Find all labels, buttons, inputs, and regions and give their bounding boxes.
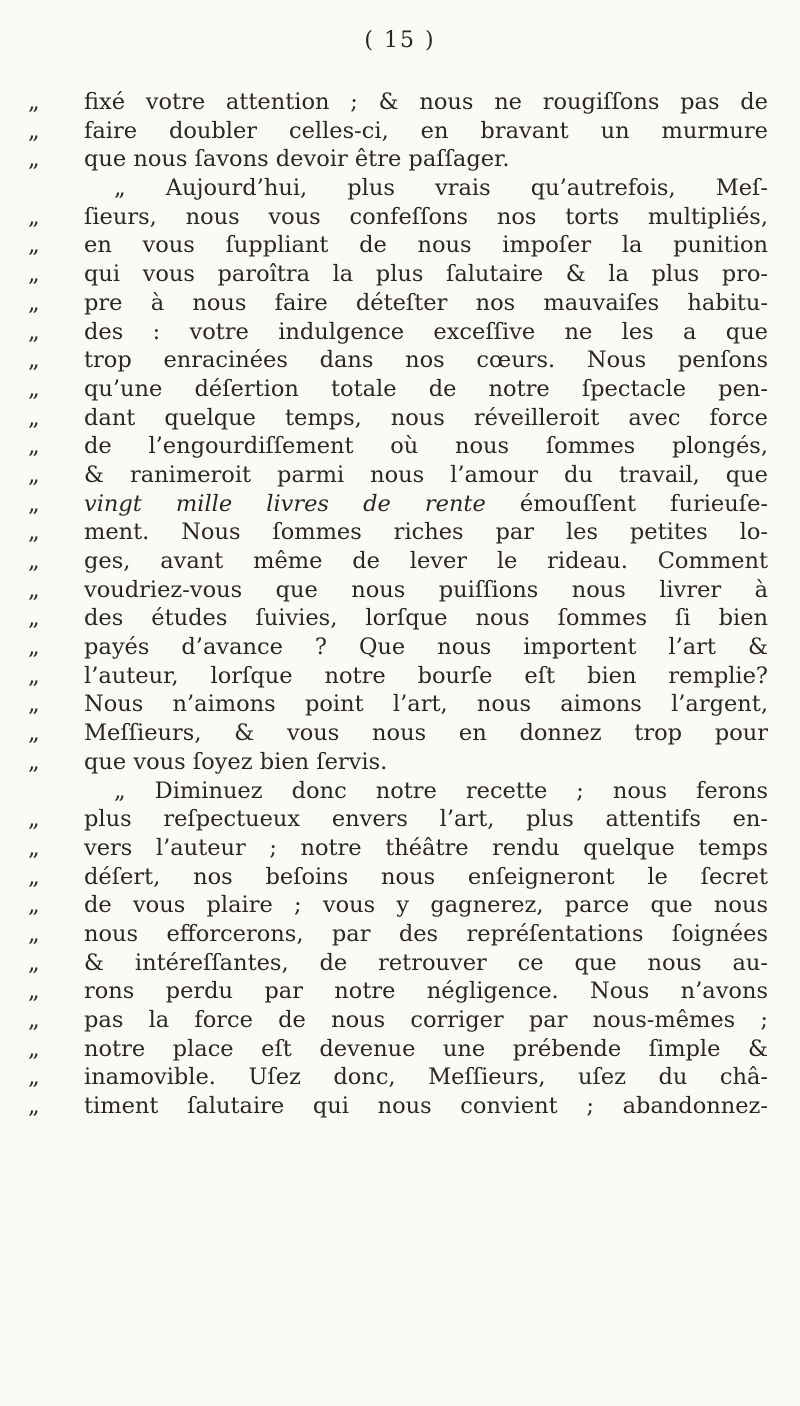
text-line	[28, 719, 768, 748]
quote-mark: „	[28, 863, 40, 890]
quote-mark: „	[28, 433, 40, 460]
quote-mark: „	[28, 232, 40, 259]
text-line	[28, 404, 768, 433]
quote-mark: „	[28, 261, 40, 288]
quote-mark: „	[28, 548, 40, 574]
line-text: qui vous paroîtra la plus ſalutaire & la plus pro-	[84, 261, 768, 288]
quote-mark: „	[28, 691, 40, 718]
line-text: déſert, nos beſoins nous enſeigneront le ſecret	[84, 863, 768, 890]
line-text: „ Aujourd’hui, plus vrais qu’autrefois, Meſ-	[114, 175, 768, 202]
line-text: qu’une déſertion totale de notre ſpectacle pen-	[84, 375, 768, 402]
line-text: fixé votre attention ; & nous ne rougiſſons pas de	[84, 89, 768, 115]
text-line	[28, 203, 768, 232]
quote-mark: „	[28, 146, 40, 173]
quote-mark: „	[28, 347, 40, 374]
quote-mark: „	[28, 748, 40, 775]
quote-mark: „	[28, 289, 40, 316]
text-line	[28, 117, 768, 146]
line-text: & intéreſſantes, de retrouver ce que nous au-	[84, 949, 768, 976]
text-line	[28, 891, 768, 920]
quote-mark: „	[28, 89, 40, 115]
line-text: voudriez-vous que nous puiſſions nous livrer à	[84, 576, 768, 603]
italic-phrase: vingt mille livres de rente	[84, 490, 486, 517]
text-line	[28, 1092, 768, 1121]
quote-mark: „	[28, 920, 40, 947]
text-line	[28, 289, 768, 318]
text-line	[28, 461, 768, 490]
quote-mark: „	[28, 806, 40, 833]
text-line	[28, 490, 768, 519]
quote-mark: „	[28, 1035, 40, 1062]
text-line	[28, 777, 768, 806]
text-line	[28, 662, 768, 691]
quote-mark: „	[28, 720, 40, 747]
body-text	[28, 88, 768, 1121]
text-line	[28, 318, 768, 347]
line-text: payés d’avance ? Que nous importent l’art &	[84, 634, 768, 661]
line-text: „ Diminuez donc notre recette ; nous ferons	[114, 777, 768, 804]
quote-mark: „	[28, 519, 40, 546]
quote-mark: „	[28, 375, 40, 402]
line-text: nous efforcerons, par des repréſentations ſoignées	[84, 920, 768, 947]
text-line	[28, 1063, 768, 1092]
text-line	[28, 346, 768, 375]
text-line	[28, 1035, 768, 1064]
line-text: ment. Nous ſommes riches par les petites lo-	[84, 519, 768, 546]
line-text: que vous ſoyez bien ſervis.	[84, 748, 388, 775]
quote-mark: „	[28, 892, 40, 919]
line-text: timent ſalutaire qui nous convient ; abandonnez-	[84, 1093, 768, 1120]
line-text: l’auteur, lorſque notre bourſe eſt bien remplie?	[84, 662, 768, 689]
quote-mark: „	[28, 605, 40, 632]
quote-mark: „	[28, 662, 40, 689]
text-line	[28, 633, 768, 662]
quote-mark: „	[28, 404, 40, 431]
text-line	[28, 604, 768, 633]
line-text: Nous n’aimons point l’art, nous aimons l’argent,	[84, 691, 768, 718]
line-text: que nous ſavons devoir être paſſager.	[84, 146, 510, 173]
text-line	[28, 174, 768, 203]
quote-mark: „	[28, 1007, 40, 1033]
text-line	[28, 260, 768, 289]
line-text: inamovible. Uſez donc, Meſſieurs, uſez du châ-	[84, 1064, 768, 1091]
line-text: en vous ſuppliant de nous impoſer la punition	[84, 232, 768, 259]
text-line	[28, 518, 768, 547]
text-line	[28, 748, 768, 777]
text-line	[28, 949, 768, 978]
text-line	[28, 231, 768, 260]
line-text: notre place eſt devenue une prébende ſimple &	[84, 1035, 768, 1062]
text-line	[28, 375, 768, 404]
quote-mark: „	[28, 117, 40, 144]
line-text	[84, 490, 768, 519]
line-text: rons perdu par notre négligence. Nous n’avons	[84, 978, 768, 1005]
line-text-rest: émouſſent furieuſe-	[485, 490, 768, 517]
text-line	[28, 834, 768, 863]
text-line	[28, 432, 768, 461]
text-line	[28, 805, 768, 834]
quote-mark: „	[28, 1064, 40, 1091]
text-line	[28, 920, 768, 949]
line-text: & ranimeroit parmi nous l’amour du travail, que	[84, 461, 768, 488]
line-text: dant quelque temps, nous réveilleroit avec force	[84, 404, 768, 431]
text-line	[28, 88, 768, 117]
page-number: ( 15 )	[364, 28, 436, 53]
line-text: trop enracinées dans nos cœurs. Nous penſons	[84, 347, 768, 374]
text-line	[28, 547, 768, 576]
line-text: pas la force de nous corriger par nous-mêmes ;	[84, 1007, 768, 1033]
line-text: ges, avant même de lever le rideau. Comment	[84, 548, 768, 574]
quote-mark: „	[28, 203, 40, 230]
line-text: des études ſuivies, lorſque nous ſommes ſi bien	[84, 605, 768, 632]
line-text: Meſſieurs, & vous nous en donnez trop pour	[84, 720, 768, 747]
text-line	[28, 145, 768, 174]
text-line	[28, 1006, 768, 1035]
quote-mark: „	[28, 490, 40, 517]
line-text: plus reſpectueux envers l’art, plus attentifs en-	[84, 806, 768, 833]
text-line	[28, 863, 768, 892]
text-line	[28, 576, 768, 605]
quote-mark: „	[28, 978, 40, 1005]
quote-mark: „	[28, 461, 40, 488]
text-line	[28, 690, 768, 719]
line-text: de l’engourdiſſement où nous ſommes plongés,	[84, 433, 768, 460]
quote-mark: „	[28, 834, 40, 861]
line-text: des : votre indulgence exceſſive ne les a que	[84, 318, 768, 345]
quote-mark: „	[28, 576, 40, 603]
line-text: faire doubler celles-ci, en bravant un murmure	[84, 117, 768, 144]
quote-mark: „	[28, 318, 40, 345]
text-line	[28, 977, 768, 1006]
line-text: pre à nous faire déteſter nos mauvaiſes habitu-	[84, 289, 768, 316]
quote-mark: „	[28, 1093, 40, 1120]
quote-mark: „	[28, 634, 40, 661]
line-text: ſieurs, nous vous confeſſons nos torts multipliés,	[84, 203, 768, 230]
quote-mark: „	[28, 949, 40, 976]
line-text: de vous plaire ; vous y gagnerez, parce que nous	[84, 892, 768, 919]
line-text: vers l’auteur ; notre théâtre rendu quelque temps	[84, 834, 768, 861]
